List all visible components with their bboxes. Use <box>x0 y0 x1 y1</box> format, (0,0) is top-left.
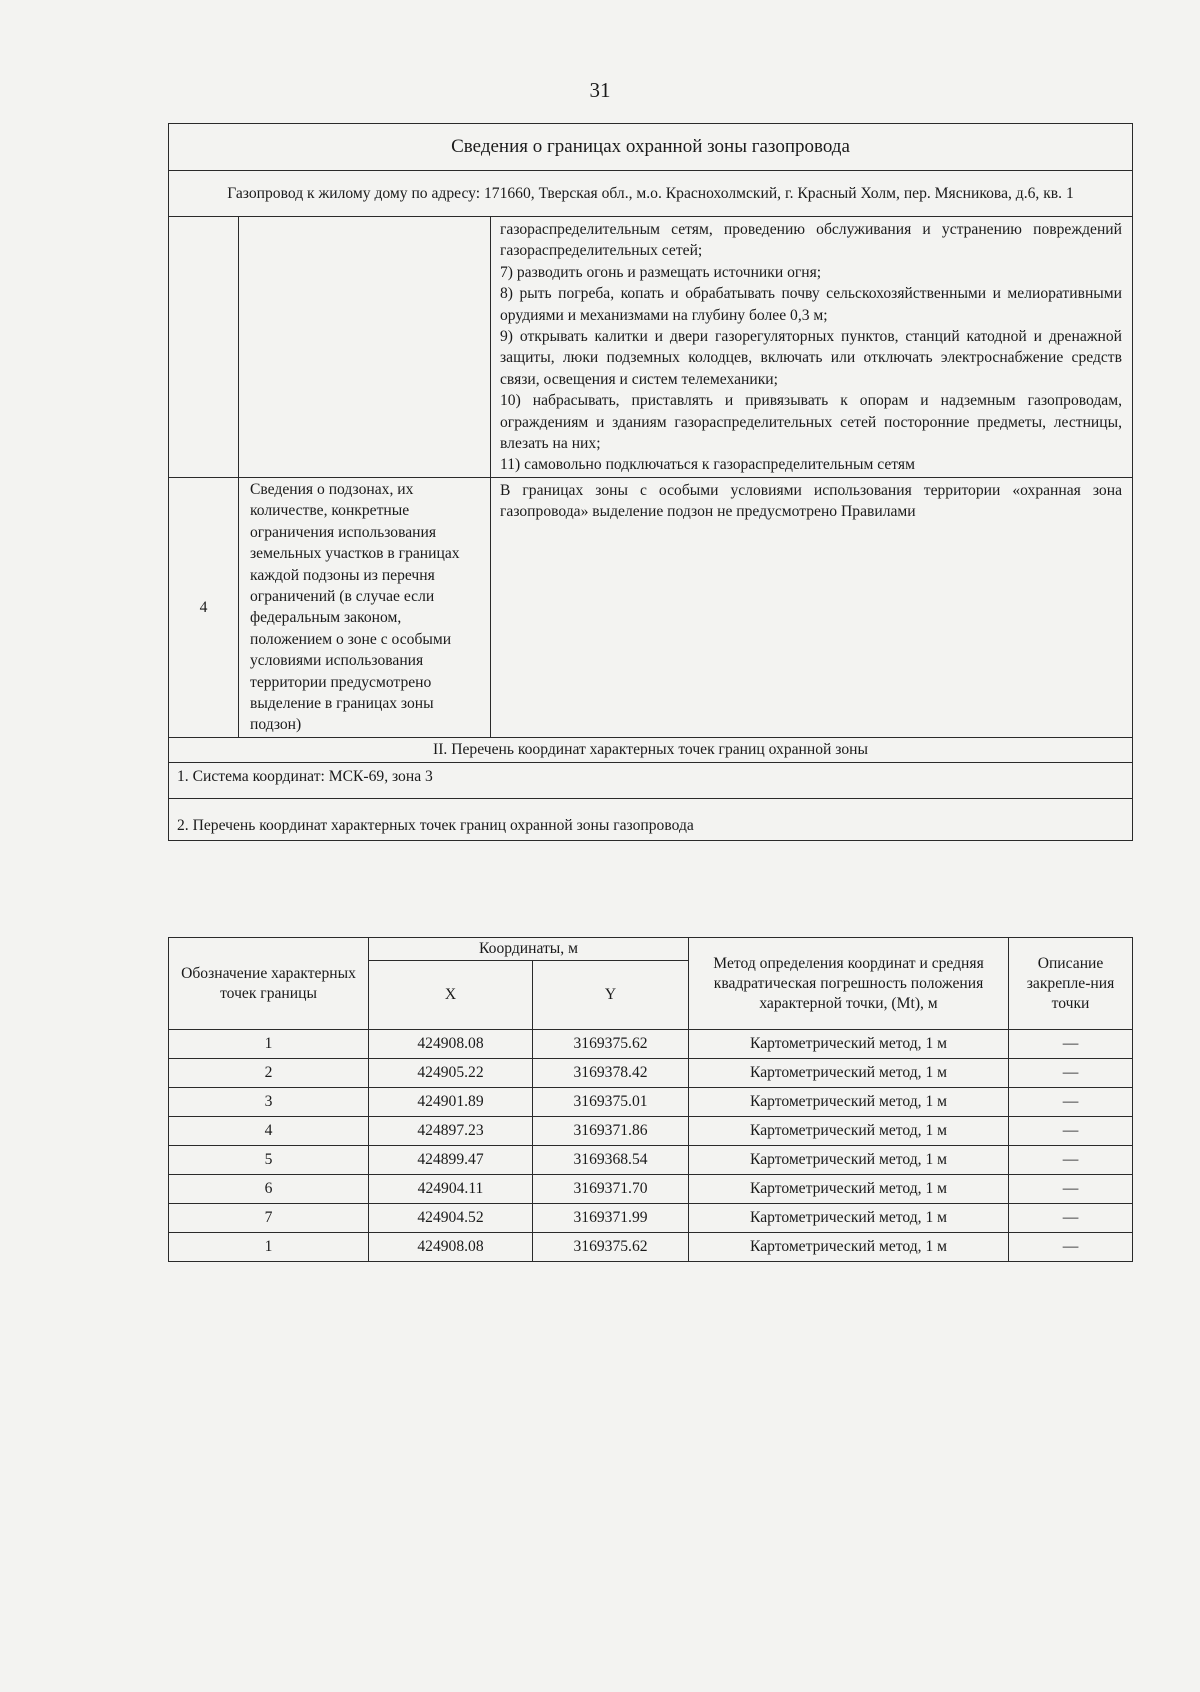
point-cell: 5 <box>169 1146 369 1175</box>
coordinate-system: 1. Система координат: МСК-69, зона 3 <box>169 762 1133 798</box>
description-cell: — <box>1009 1117 1133 1146</box>
object-address: Газопровод к жилому дому по адресу: 171660, Тверская обл., м.о. Краснохолмский, г. Красный Холм, пер. Мясникова, д.6, кв. 1 <box>169 171 1133 217</box>
row-name-cell-empty <box>239 217 491 478</box>
header-x: X <box>369 961 533 1030</box>
method-cell: Картометрический метод, 1 м <box>689 1088 1009 1117</box>
point-cell: 7 <box>169 1204 369 1233</box>
table-row <box>169 1088 1133 1117</box>
description-cell: — <box>1009 1059 1133 1088</box>
row-number: 4 <box>169 477 239 737</box>
coordinates-list-title: 2. Перечень координат характерных точек границ охранной зоны газопровода <box>169 798 1133 840</box>
point-cell: 1 <box>169 1233 369 1262</box>
section-title: II. Перечень координат характерных точек границ охранной зоны <box>169 737 1133 762</box>
restrictions-row <box>169 217 1133 478</box>
page-number: 31 <box>589 78 611 102</box>
method-cell: Картометрический метод, 1 м <box>689 1204 1009 1233</box>
header-method: Метод определения координат и средняя квадратическая погрешность положения характерной точки, (Mt), м <box>689 938 1009 1030</box>
point-cell: 2 <box>169 1059 369 1088</box>
table-row <box>169 1175 1133 1204</box>
row-value: В границах зоны с особыми условиями использования территории «охранная зона газопровода» выделение подзон не предусмотрено Правилами <box>491 477 1133 737</box>
table-row <box>169 1146 1133 1175</box>
point-cell: 1 <box>169 1030 369 1059</box>
restriction-item: 7) разводить огонь и размещать источники огня; <box>500 263 822 281</box>
table-row <box>169 1030 1133 1059</box>
header-point: Обозначение характерных точек границы <box>169 938 369 1030</box>
y-cell: 3169371.86 <box>533 1117 689 1146</box>
table-row <box>169 1117 1133 1146</box>
x-cell: 424905.22 <box>369 1059 533 1088</box>
x-cell: 424897.23 <box>369 1117 533 1146</box>
description-cell: — <box>1009 1146 1133 1175</box>
table-row <box>169 1204 1133 1233</box>
method-cell: Картометрический метод, 1 м <box>689 1146 1009 1175</box>
x-cell: 424899.47 <box>369 1146 533 1175</box>
method-cell: Картометрический метод, 1 м <box>689 1175 1009 1204</box>
header-description: Описание закрепле-ния точки <box>1009 938 1133 1030</box>
row-number-cell-empty <box>169 217 239 478</box>
restriction-item: газораспределительным сетям, проведению обслуживания и устранению повреждений газораспределительных сетей; <box>500 221 1122 260</box>
y-cell: 3169378.42 <box>533 1059 689 1088</box>
description-cell: — <box>1009 1233 1133 1262</box>
method-cell: Картометрический метод, 1 м <box>689 1059 1009 1088</box>
table-row <box>169 1233 1133 1262</box>
y-cell: 3169371.70 <box>533 1175 689 1204</box>
restriction-item: 10) набрасывать, приставлять и привязывать к опорам и надземным газопроводам, ограждениям и зданиям газораспределительных сетей посторонние предметы, лестницы, влезать на них; <box>500 392 1122 453</box>
y-cell: 3169371.99 <box>533 1204 689 1233</box>
header-y: Y <box>533 961 689 1030</box>
description-cell: — <box>1009 1204 1133 1233</box>
description-cell: — <box>1009 1030 1133 1059</box>
x-cell: 424908.08 <box>369 1030 533 1059</box>
x-cell: 424904.52 <box>369 1204 533 1233</box>
method-cell: Картометрический метод, 1 м <box>689 1117 1009 1146</box>
row-name: Сведения о подзонах, их количестве, конкретные ограничения использования земельных участков в границах каждой подзоны из перечня ограничений (в случае если федеральным законом, положением о зоне с особыми условиями использования территории предусмотрено выделение в границах зоны подзон) <box>239 477 491 737</box>
description-cell: — <box>1009 1175 1133 1204</box>
restriction-item: 9) открывать калитки и двери газорегуляторных пунктов, станций катодной и дренажной защиты, люки подземных колодцев, включать или отключать электроснабжение средств связи, освещения и систем телемеханики; <box>500 328 1122 388</box>
zone-info-table <box>168 123 1133 841</box>
y-cell: 3169368.54 <box>533 1146 689 1175</box>
y-cell: 3169375.62 <box>533 1233 689 1262</box>
point-cell: 4 <box>169 1117 369 1146</box>
description-cell: — <box>1009 1088 1133 1117</box>
x-cell: 424904.11 <box>369 1175 533 1204</box>
x-cell: 424908.08 <box>369 1233 533 1262</box>
header-coordinates: Координаты, м <box>369 938 689 961</box>
point-cell: 6 <box>169 1175 369 1204</box>
point-cell: 3 <box>169 1088 369 1117</box>
y-cell: 3169375.01 <box>533 1088 689 1117</box>
method-cell: Картометрический метод, 1 м <box>689 1233 1009 1262</box>
x-cell: 424901.89 <box>369 1088 533 1117</box>
subzones-row <box>169 477 1133 737</box>
restriction-item: 8) рыть погреба, копать и обрабатывать почву сельскохозяйственными и мелиоративными орудиями и механизмами на глубину более 0,3 м; <box>500 285 1122 324</box>
restrictions-text <box>491 217 1133 478</box>
coordinates-table <box>168 937 1133 1262</box>
method-cell: Картометрический метод, 1 м <box>689 1030 1009 1059</box>
table-row <box>169 1059 1133 1088</box>
restriction-item: 11) самовольно подключаться к газораспределительным сетям <box>500 456 915 474</box>
document-title: Сведения о границах охранной зоны газопровода <box>169 124 1133 171</box>
y-cell: 3169375.62 <box>533 1030 689 1059</box>
